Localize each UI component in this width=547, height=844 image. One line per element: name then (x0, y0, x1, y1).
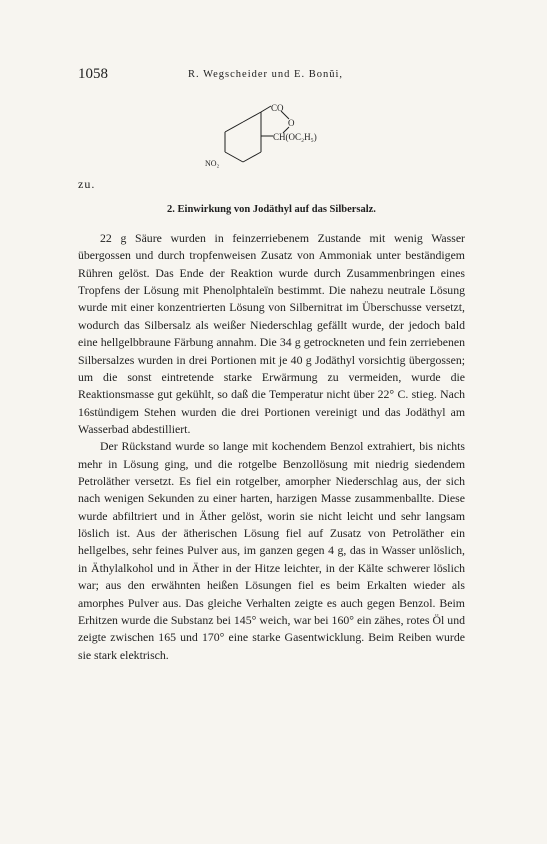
benzene-ring (225, 112, 261, 162)
nitro-label: NO₂ (205, 159, 220, 168)
ch-ethoxy-label: CH(OC₂H₅) (273, 132, 317, 142)
running-head: R. Wegscheider und E. Bonŭi, (188, 69, 343, 80)
page-header (78, 66, 478, 84)
body-text (78, 230, 465, 664)
oxygen-label: O (288, 118, 295, 128)
paragraph-2: Der Rückstand wurde so lange mit kochendem Benzol extrahiert, bis nichts mehr in Lösung ging, und die rotgelbe Benzollösung mit niedrig siedendem Petroläther versetzt. Es fiel ein rotgelber, amorpher Niederschlag aus, der sich nach wenigen Sekunden zu einer harten, harzigen Masse zusammenballte. Diese wurde abfiltriert und in Äther gelöst, worin sie nicht leicht und sehr langsam löslich ist. Aus der ätherischen Lösung fiel auf Zusatz von Petroläther ein hellgelbes, sehr feines Pulver aus, im ganzen gegen 4 g, das in Wasser unlöslich, in Äthylalkohol und in Äther in der Hitze leichter, in der Kälte schwerer löslich war; aus den erwähnten heißen Lösungen fiel es beim Erkalten wieder als amorphes Pulver aus. Das gleiche Verhalten zeigte es auch gegen Benzol. Beim Erhitzen wurde die Substanz bei 145° weich, war bei 160° ein zähes, rotes Öl und zeigte zwischen 165 und 170° eine starke Gasentwicklung. Beim Reiben wurde sie stark elektrisch. (78, 439, 465, 662)
chemical-structure-diagram (205, 96, 365, 186)
section-heading: 2. Einwirkung von Jodäthyl auf das Silbersalz. (167, 204, 376, 215)
zu-text: zu. (78, 177, 96, 191)
page-number: 1058 (78, 66, 108, 82)
paragraph-1: 22 g Säure wurden in feinzerriebenem Zustande mit wenig Wasser übergossen und durch tropfenweisen Zusatz von Ammoniak unter beständigem Rühren gelöst. Das Ende der Reaktion wurde durch Zusammenbringen eines Tropfens der Lösung mit Phenolphtaleïn bestimmt. Die nahezu neutrale Lösung wurde mit einer konzentrierten Lösung von Silbernitrat im Überschusse versetzt, wodurch das Silbersalz als weißer Niederschlag gefällt wurde, der jedoch bald eine hellgelbbraune Färbung annahm. Die 34 g getrockneten und fein zerriebenen Silbersalzes wurden in drei Portionen mit je 40 g Jodäthyl vorsichtig übergossen; um die sonst eintretende starke Erwärmung zu vermeiden, wurde die Reaktionsmasse gut gekühlt, so daß die Temperatur nicht über 22° C. stieg. Nach 16stündigem Stehen wurden die drei Portionen vereinigt und das Jodäthyl am Wasserbad abdestilliert. (78, 231, 465, 436)
structure-svg (205, 96, 365, 186)
co-label: CO (271, 103, 284, 113)
